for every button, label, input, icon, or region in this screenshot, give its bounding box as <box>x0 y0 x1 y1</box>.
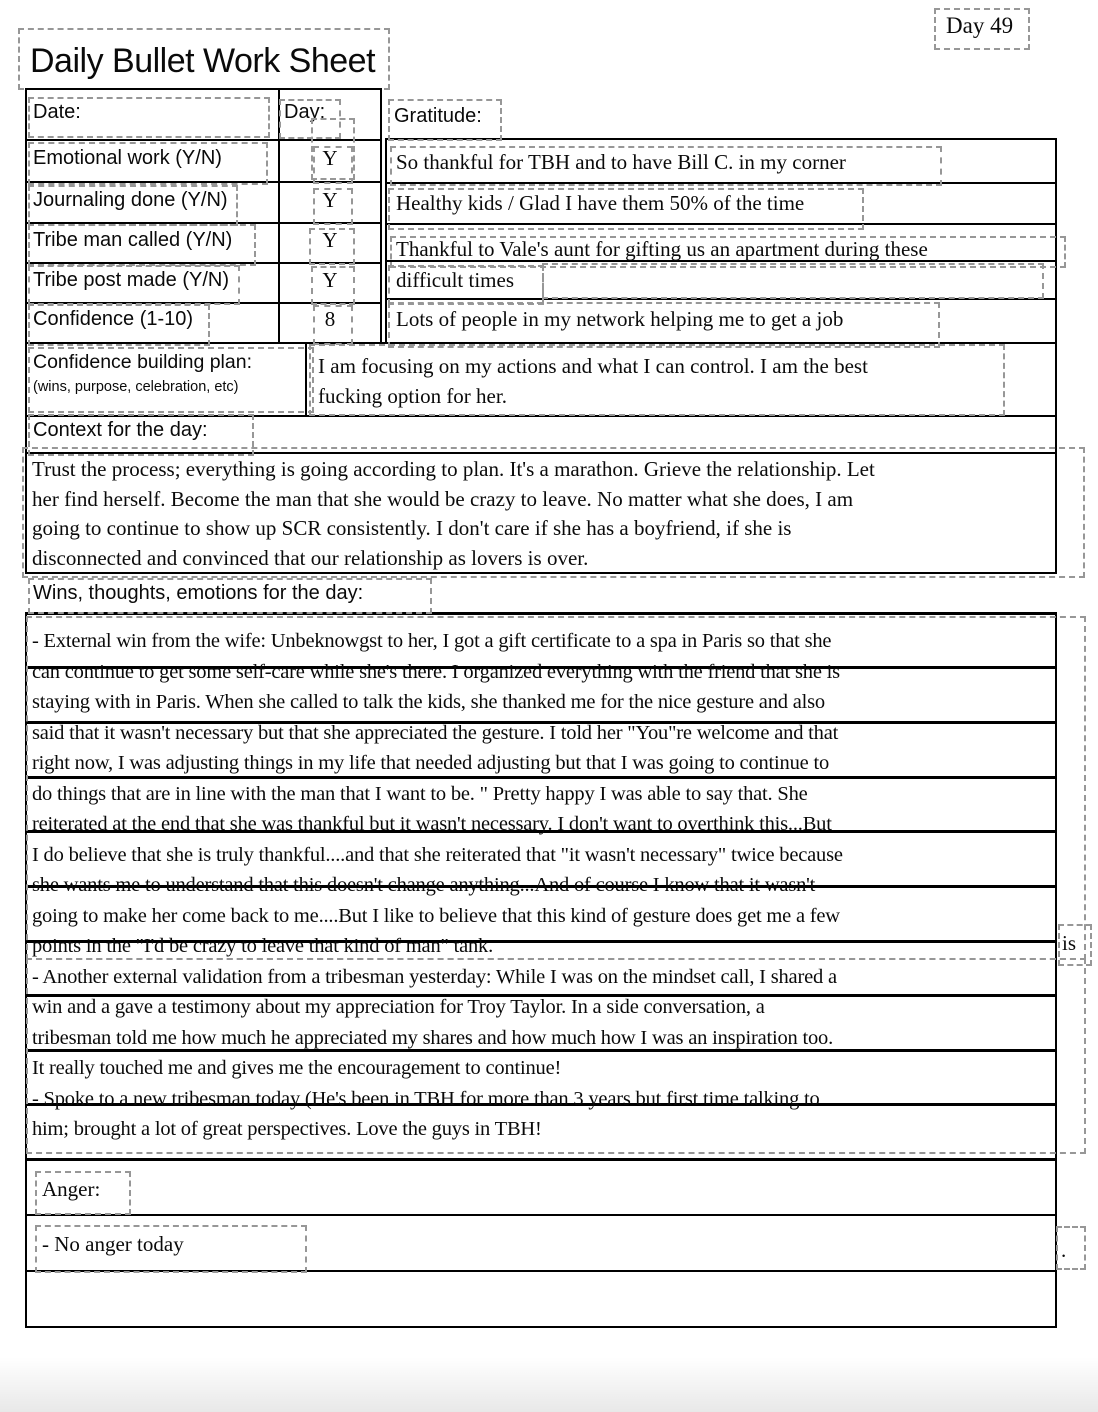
checklist-label: Tribe man called (Y/N) <box>33 229 233 251</box>
wins-line: him; brought a lot of great perspectives. Love the guys in TBH! <box>32 1118 542 1140</box>
context-line: going to continue to show up SCR consistently. I don't care if she has a boyfriend, if she is <box>32 516 792 540</box>
anger-entry: - No anger today <box>42 1232 184 1256</box>
checklist-label: Confidence (1-10) <box>33 308 194 330</box>
checklist-value: Y <box>322 228 338 252</box>
gratitude-label: Gratitude: <box>394 105 482 127</box>
day-badge: Day 49 <box>946 13 1014 38</box>
overflow-fragment: is <box>1062 931 1077 955</box>
wins-paragraph <box>32 626 843 1145</box>
wins-line: points in the "I'd be crazy to leave that kind of man" tank. <box>32 935 494 957</box>
wins-line: - External win from the wife: Unbeknowgst to her, I got a gift certificate to a spa in Paris so that she <box>32 630 832 652</box>
context-paragraph <box>32 455 875 573</box>
gratitude-entry: Healthy kids / Glad I have them 50% of the time <box>396 191 805 215</box>
table-line <box>380 88 382 344</box>
plan-label: Confidence building plan: <box>33 351 252 373</box>
plan-sublabel: (wins, purpose, celebration, etc) <box>33 379 239 395</box>
table-line <box>25 1158 1057 1161</box>
wins-line: said that it wasn't necessary but that she appreciated the gesture. I told her "You"re welcome and that <box>32 721 839 744</box>
page-bottom-fade <box>0 1357 1098 1412</box>
wins-line: can continue to get some self-care while she's there. I organized everything with the friend that she is <box>32 660 840 683</box>
wins-line: going to make her come back to me....But I like to believe that this kind of gesture does get me a few <box>32 904 840 927</box>
checklist-label: Journaling done (Y/N) <box>33 189 228 211</box>
plan-value-line: fucking option for her. <box>318 384 507 408</box>
checklist-value: Y <box>322 146 338 170</box>
wins-label: Wins, thoughts, emotions for the day: <box>33 582 364 604</box>
table-line <box>385 138 387 344</box>
wins-line: she wants me to understand that this doesn't change anything...And of course I know that it wasn't <box>32 874 816 896</box>
context-line: Trust the process; everything is going according to plan. It's a marathon. Grieve the relationship. Let <box>32 457 875 481</box>
wins-line: win and a gave a testimony about my appreciation for Troy Taylor. In a side conversation, a <box>32 996 765 1018</box>
table-line <box>25 1158 27 1328</box>
checklist-value: Y <box>322 188 338 212</box>
anger-label: Anger: <box>42 1177 101 1201</box>
gratitude-entry: Lots of people in my network helping me to get a job <box>396 307 844 331</box>
wins-line: staying with in Paris. When she called to talk the kids, she thanked me for the nice gesture and also <box>32 691 825 713</box>
wins-line: It really touched me and gives me the encouragement to continue! <box>32 1057 562 1079</box>
wins-line: right now, I was adjusting things in my life that needed adjusting but that I was going to continue to <box>32 752 830 774</box>
date-label: Date: <box>33 101 81 123</box>
wins-line: I do believe that she is truly thankful....and that she reiterated that "it wasn't necessary" twice because <box>32 843 843 866</box>
context-line: her find herself. Become the man that she would be crazy to leave. No matter what she does, I am <box>32 486 854 511</box>
wins-line: - Another external validation from a tribesman yesterday: While I was on the mindset call, I shared a <box>32 965 837 988</box>
wins-line: - Spoke to a new tribesman today (He's been in TBH for more than 3 years but first time talking to <box>32 1087 820 1110</box>
table-line <box>25 342 27 417</box>
wins-line: tribesman told me how much he appreciated my shares and how much how I was an inspiration too. <box>32 1026 834 1049</box>
table-line <box>25 1214 1057 1216</box>
wins-line: reiterated at the end that she was thankful but it wasn't necessary. I don't want to overthink this...But <box>32 813 832 835</box>
gratitude-entry: difficult times <box>396 268 515 292</box>
context-line: disconnected and convinced that our relationship as lovers is over. <box>32 545 589 570</box>
wins-line: do things that are in line with the man that I want to be. " Pretty happy I was able to say that. She <box>32 782 808 805</box>
table-line <box>25 1326 1057 1328</box>
ocr-box <box>542 263 1044 299</box>
stray-mark: . <box>1061 1238 1067 1262</box>
page-title: Daily Bullet Work Sheet <box>30 42 376 80</box>
table-line <box>25 88 382 90</box>
table-line <box>25 88 27 344</box>
plan-value-line: I am focusing on my actions and what I can control. I am the best <box>318 354 868 378</box>
checklist-value: 8 <box>324 307 336 331</box>
context-label: Context for the day: <box>33 419 208 441</box>
checklist-value: Y <box>322 268 338 292</box>
day-label: Day: <box>284 101 326 123</box>
checklist-label: Emotional work (Y/N) <box>33 147 222 169</box>
gratitude-entry: Thankful to Vale's aunt for gifting us an apartment during these <box>396 237 928 261</box>
checklist-label: Tribe post made (Y/N) <box>33 269 229 291</box>
gratitude-entry: So thankful for TBH and to have Bill C. in my corner <box>396 150 846 174</box>
table-line <box>1055 342 1057 417</box>
